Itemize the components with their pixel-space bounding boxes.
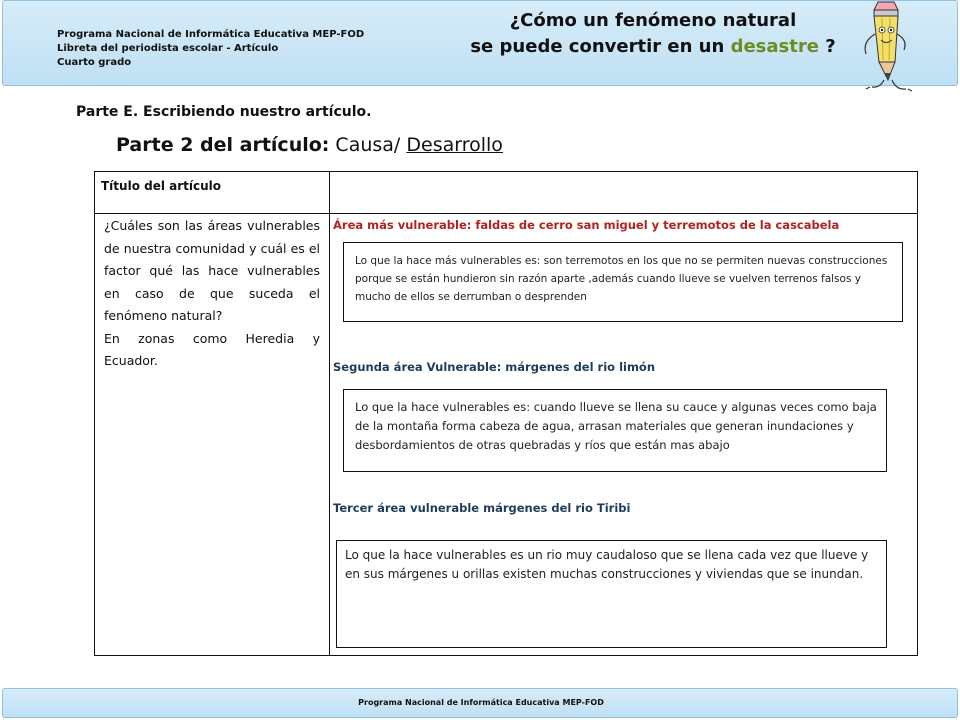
title-suffix: ? [818, 36, 836, 57]
part-label: Parte 2 del artículo: [116, 134, 330, 156]
part-cause: Causa/ [329, 134, 407, 156]
main-title-line2 [443, 34, 863, 60]
area1-label: Área más vulnerable: faldas de cerro san miguel y terremotos de la cascabela [333, 218, 840, 232]
area2-textbox[interactable] [343, 389, 887, 472]
part-heading [116, 134, 503, 156]
program-info [57, 28, 364, 70]
title-value-cell[interactable] [329, 171, 918, 214]
area2-text: Lo que la hace vulnerables es: cuando llueve se llena su cauce y algunas veces como baja de la montaña forma cabeza de agua, arrasan materiales que generan inundaciones y desbordamientos de otras quebradas y ríos que están mas abajo [355, 400, 877, 452]
title-accent-word: desastre [730, 36, 819, 57]
area2-label: Segunda área Vulnerable: márgenes del rio limón [333, 360, 656, 374]
notebook-name: Libreta del periodista escolar - Artículo [57, 43, 279, 54]
area1-text: Lo que la hace más vulnerables es: son terremotos en los que no se permiten nuevas construcciones porque se están hundieron sin razón aparte ,además cuando llueve se vuelven terrenos falsos y mucho de ellos se derrumban o desprenden [355, 255, 888, 303]
part-development: Desarrollo [406, 134, 503, 156]
title-label-cell [94, 171, 330, 214]
footer-text: Programa Nacional de Informática Educativa MEP-FOD [358, 698, 604, 707]
section-heading: Parte E. Escribiendo nuestro artículo. [76, 104, 372, 120]
main-title-line1: ¿Cómo un fenómeno natural [509, 10, 797, 31]
title-prefix: se puede convertir en un [470, 36, 731, 57]
header-banner [2, 0, 958, 86]
area1-textbox[interactable] [343, 242, 903, 322]
area3-label: Tercer área vulnerable márgenes del rio Tiribi [333, 501, 631, 515]
pencil-character-icon [848, 0, 938, 95]
title-label: Título del artículo [101, 179, 222, 193]
program-name: Programa Nacional de Informática Educativa MEP-FOD [57, 29, 365, 40]
area3-text: Lo que la hace vulnerables es un rio muy caudaloso que se llena cada vez que llueve y en sus márgenes u orillas existen muchas construcciones y viviendas que se inundan. [345, 548, 869, 581]
question-answer-zones: En zonas como Heredia y Ecuador. [104, 330, 320, 368]
area3-textbox[interactable] [336, 540, 887, 648]
grade-level: Cuarto grado [57, 57, 132, 68]
question-text [104, 215, 320, 373]
main-title [443, 8, 863, 60]
question-paragraph: ¿Cuáles son las áreas vulnerables de nuestra comunidad y cuál es el factor qué las hace vulnerables en caso de que suceda el fenómeno natural? [104, 218, 320, 323]
footer-bar [2, 688, 958, 718]
